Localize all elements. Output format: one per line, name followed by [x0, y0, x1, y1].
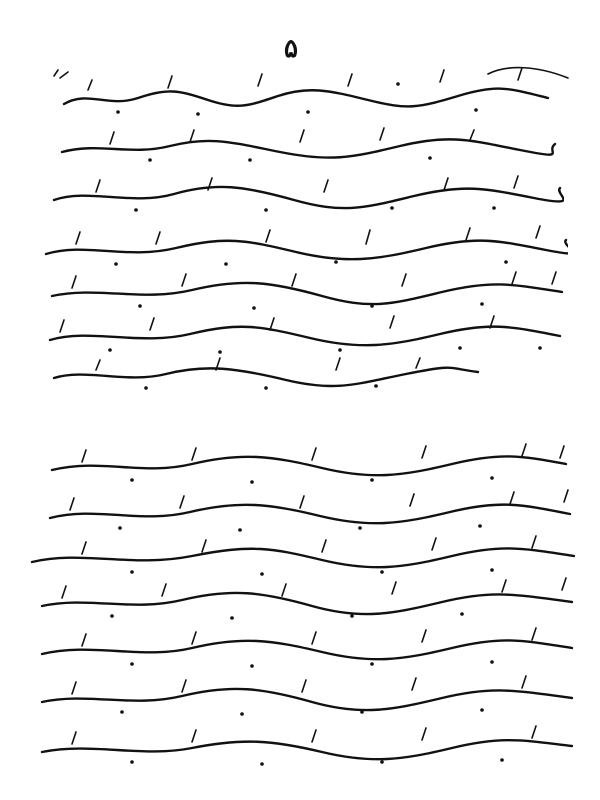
handwritten-line: [32, 624, 582, 674]
handwritten-line: [44, 172, 564, 216]
page-number: ۵: [284, 34, 298, 64]
handwritten-line: [40, 310, 572, 358]
handwritten-line: [32, 672, 582, 722]
handwritten-line: [46, 354, 486, 394]
handwritten-line: [32, 576, 582, 626]
handwritten-line: [42, 266, 572, 314]
handwritten-line: [40, 486, 580, 536]
handwritten-line: [48, 60, 578, 120]
handwritten-line: [32, 724, 582, 774]
handwritten-line: [22, 532, 582, 582]
handwritten-line: [42, 440, 572, 488]
handwritten-line: [36, 222, 568, 270]
handwritten-line: [50, 126, 560, 166]
